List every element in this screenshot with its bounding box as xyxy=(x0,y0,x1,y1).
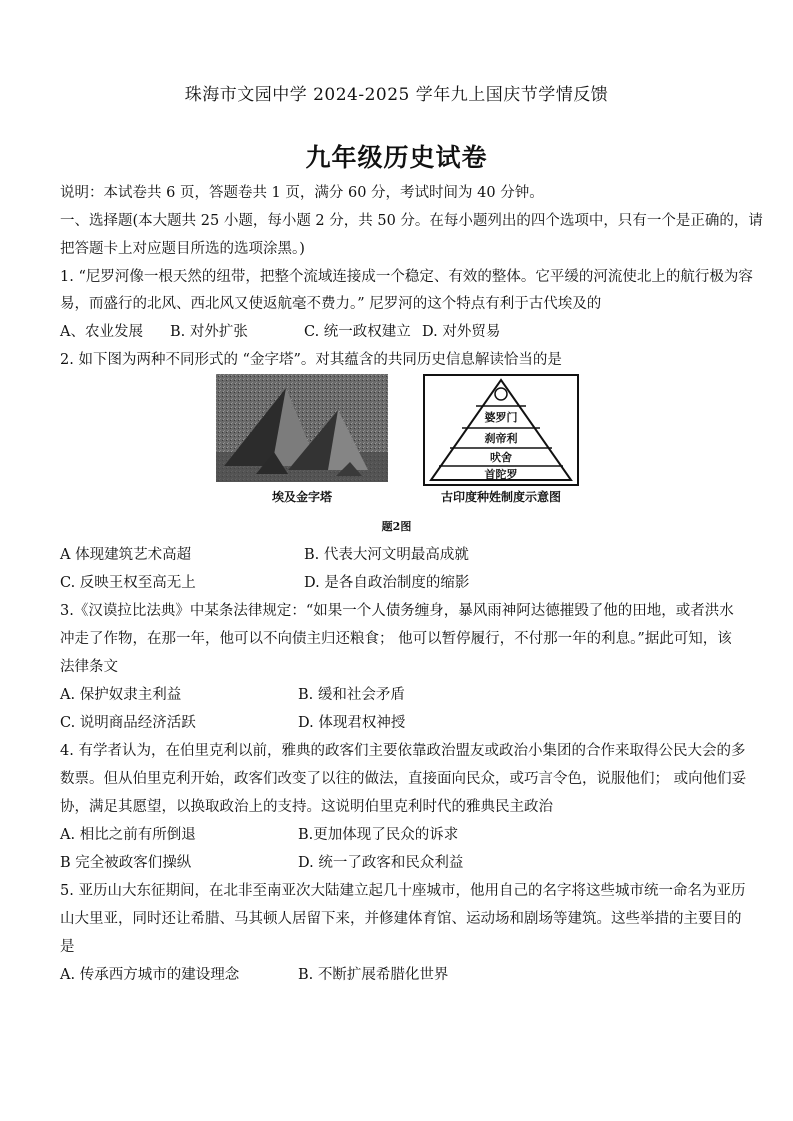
q3-stem-line1: 3.《汉谟拉比法典》中某条法律规定：“如果一个人债务缠身，暴风雨神阿达德摧毁了他的田地，或者洪水 xyxy=(60,603,734,619)
q2-option-a: A 体现建筑艺术高超 xyxy=(60,547,192,563)
pyramid-photo-image xyxy=(216,374,388,482)
q2-stem-line1: 2. 如下图为两种不同形式的 “金字塔”。对其蕴含的共同历史信息解读恰当的是 xyxy=(60,352,562,368)
q5-option-a: A. 传承西方城市的建设理念 xyxy=(60,967,240,983)
q4-stem-line1: 4. 有学者认为，在伯里克利以前，雅典的政客们主要依靠政治盟友或政治小集团的合作来取得公民大会的多 xyxy=(60,743,746,759)
q4-stem-line3: 协，满足其愿望，以换取政治上的支持。这说明伯里克利时代的雅典民主政治 xyxy=(60,799,553,815)
q4-option-c: B 完全被政客们操纵 xyxy=(60,855,192,871)
q3-stem-line3: 法律条文 xyxy=(60,659,118,675)
q3-stem-line2: 冲走了作物，在那一年，他可以不向债主归还粮食； 他可以暂停履行，不付那一年的利息。”据此可知，该 xyxy=(60,631,732,647)
q5-stem-line3: 是 xyxy=(60,939,75,955)
caste-level-shudra: 首陀罗 xyxy=(484,468,518,481)
q4-options-row1 xyxy=(60,825,740,845)
q4-options-row2 xyxy=(60,853,740,873)
caste-level-kshatriya: 刹帝利 xyxy=(484,432,518,445)
q2-option-c: C. 反映王权至高无上 xyxy=(60,575,196,591)
q4-option-d: D. 统一了政客和民众利益 xyxy=(298,855,464,871)
q1-option-d: D. 对外贸易 xyxy=(422,324,501,340)
q2-option-b: B. 代表大河文明最高成就 xyxy=(304,547,469,563)
q4-option-b: B.更加体现了民众的诉求 xyxy=(298,827,459,843)
q2-option-d: D. 是各自政治制度的缩影 xyxy=(304,575,470,591)
instructions-note: 说明：本试卷共 6 页，答题卷共 1 页，满分 60 分，考试时间为 40 分钟。 xyxy=(60,185,544,201)
q2-options-row1 xyxy=(60,545,740,565)
q1-option-b: B. 对外扩张 xyxy=(170,324,248,340)
q4-option-a: A. 相比之前有所倒退 xyxy=(60,827,196,843)
q1-option-c: C. 统一政权建立 xyxy=(304,324,411,340)
caste-diagram xyxy=(423,374,579,486)
pyramid-apex-symbol xyxy=(495,388,507,400)
pyramid-caption: 埃及金字塔 xyxy=(271,490,332,504)
q5-stem-line1: 5. 亚历山大东征期间，在北非至南亚次大陆建立起几十座城市，他用自己的名字将这些城市统一命名为亚历 xyxy=(60,883,746,899)
section-heading-line2: 把答题卡上对应题目所选的选项涂黑。) xyxy=(60,241,305,257)
q1-stem-line2: 易，而盛行的北风、西北风又使返航毫不费力。” 尼罗河的这个特点有利于古代埃及的 xyxy=(60,296,602,312)
school-header: 珠海市文园中学 2024-2025 学年九上国庆节学情反馈 xyxy=(184,85,609,105)
q3-option-d: D. 体现君权神授 xyxy=(298,715,406,731)
q5-options-row1 xyxy=(60,965,740,985)
page-title: 九年级历史试卷 xyxy=(305,143,488,172)
figure-title: 题2图 xyxy=(381,520,412,533)
caste-level-vaishya: 吠舍 xyxy=(490,451,512,464)
q3-option-b: B. 缓和社会矛盾 xyxy=(298,687,405,703)
caste-pyramid-svg xyxy=(425,376,577,484)
q1-stem-line1: 1. “尼罗河像一根天然的纽带，把整个流域连接成一个稳定、有效的整体。它平缓的河流使北上的航行极为容 xyxy=(60,269,753,285)
q2-options-row2 xyxy=(60,573,740,593)
q1-option-a: A、农业发展 xyxy=(60,324,143,340)
section-heading-line1: 一、选择题(本大题共 25 小题，每小题 2 分，共 50 分。在每小题列出的四个选项中，只有一个是正确的，请 xyxy=(60,213,763,229)
q3-options-row2 xyxy=(60,713,740,733)
pyramid-photo xyxy=(216,374,388,482)
q5-stem-line2: 山大里亚，同时还让希腊、马其顿人居留下来，并修建体育馆、运动场和剧场等建筑。这些举措的主要目的 xyxy=(60,911,742,927)
q1-options xyxy=(60,322,740,342)
caste-level-brahmin: 婆罗门 xyxy=(484,411,518,424)
q3-option-c: C. 说明商品经济活跃 xyxy=(60,715,196,731)
caste-caption: 古印度种姓制度示意图 xyxy=(440,490,561,504)
q3-options-row1 xyxy=(60,685,740,705)
q4-stem-line2: 数票。但从伯里克利开始，政客们改变了以往的做法，直接面向民众，或巧言令色，说服他们； 或向他们妥 xyxy=(60,771,747,787)
q3-option-a: A. 保护奴隶主利益 xyxy=(60,687,182,703)
q5-option-b: B. 不断扩展希腊化世界 xyxy=(298,967,449,983)
